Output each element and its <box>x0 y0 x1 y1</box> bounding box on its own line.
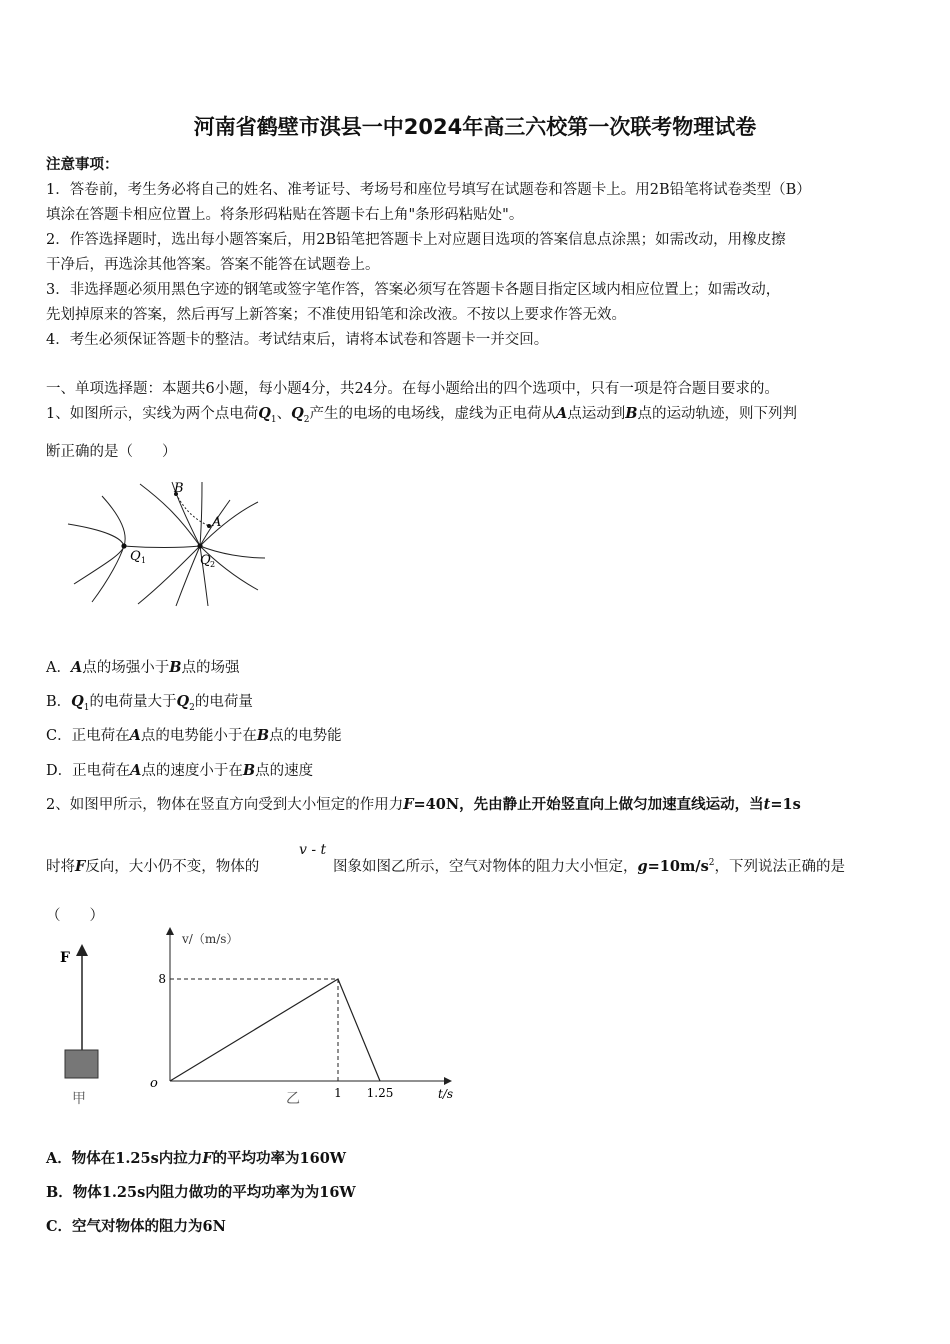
q2-text: 2、如图甲所示，物体在竖直方向受到大小恒定的作用力 <box>46 797 404 813</box>
notice-line: 先划掉原来的答案，然后再写上新答案；不准使用铅笔和涂改液。不按以上要求作答无效。 <box>46 307 626 323</box>
option-symbol: B <box>169 659 182 676</box>
origin-label: o <box>150 1076 158 1091</box>
q2-symbol: F <box>75 858 86 875</box>
option-prefix: C．正电荷在 <box>46 728 130 744</box>
label-q1: Q <box>130 549 141 564</box>
q2-text: 反向，大小仍不变，物体的 <box>85 859 260 875</box>
series-line <box>170 979 380 1081</box>
block <box>65 1050 98 1078</box>
q1-point: A <box>555 405 568 422</box>
q1-point: B <box>625 405 638 422</box>
q2-superscript: 2 <box>708 858 715 869</box>
q1-option-c[interactable] <box>46 724 342 745</box>
q2-symbol: F <box>403 796 414 813</box>
x-tick-label: 1.25 <box>366 1086 394 1100</box>
option-prefix: B． <box>46 694 72 710</box>
field-line <box>68 524 124 584</box>
q2-symbol: g <box>637 858 648 875</box>
y-axis-label: v/（m/s） <box>182 932 239 946</box>
q1-charge-symbol: Q <box>258 405 271 422</box>
q2-figure-jia <box>50 940 120 1110</box>
field-line <box>92 496 125 602</box>
option-symbol: A <box>70 659 83 676</box>
notice-line: 2．作答选择题时，选出每小题答案后，用2B铅笔把答题卡上对应题目选项的答案信息点涂黑；如需改动，用橡皮擦 <box>46 232 786 248</box>
q2-option-c[interactable]: C．空气对物体的阻力为6N <box>46 1218 226 1235</box>
option-symbol: B <box>256 727 270 744</box>
option-text: 点的场强小于 <box>82 660 170 676</box>
option-symbol: Q <box>71 693 84 710</box>
option-text: A．物体在1.25s内拉力 <box>46 1150 203 1167</box>
q1-charge-dot <box>121 543 126 548</box>
label-q2-sub: 2 <box>210 560 216 569</box>
field-line <box>200 502 258 546</box>
q1-stem-line2: 断正确的是（ ） <box>46 444 177 460</box>
q1-option-a[interactable] <box>46 656 240 677</box>
notice-line: 1．答卷前，考生务必将自己的姓名、准考证号、考场号和座位号填写在试题卷和答题卡上。用2B铅笔将试卷类型（B） <box>46 182 811 198</box>
q1-charge-subscript: 1 <box>270 414 277 425</box>
q1-text: 点的运动轨迹，则下列判 <box>637 406 798 422</box>
notice-line: 干净后，再选涂其他答案。答案不能答在试题卷上。 <box>46 257 380 273</box>
point-a-dot <box>207 524 211 528</box>
q2-stem-line2-right <box>333 855 845 876</box>
q2-text: =1s <box>770 796 801 813</box>
q2-text: =40N，先由静止开始竖直向上做匀加速直线运动，当 <box>413 796 764 813</box>
q1-text: 1、如图所示，实线为两个点电荷 <box>46 406 259 422</box>
notice-line: 填涂在答题卡相应位置上。将条形码粘贴在答题卡右上角"条形码粘贴处"。 <box>46 207 524 223</box>
q2-vt-graph <box>140 925 470 1115</box>
q2-text: ，下列说法正确的是 <box>714 859 846 875</box>
fig-caption: 甲 <box>72 1091 86 1107</box>
q1-sep: 、 <box>276 406 292 422</box>
q1-text: 点运动到 <box>567 406 626 422</box>
label-q2: Q <box>200 553 211 568</box>
q1-field-figure <box>60 478 280 608</box>
option-symbol: F <box>202 1150 213 1167</box>
q2-text: =10m/s <box>647 858 709 875</box>
option-text: 点的电势能 <box>269 728 342 744</box>
q2-charge-dot <box>197 543 202 548</box>
field-line <box>124 546 200 548</box>
option-text: 的平均功率为160W <box>212 1150 347 1167</box>
q2-stem-line2-left <box>46 855 259 876</box>
option-prefix: A． <box>46 660 71 676</box>
field-line <box>138 546 200 604</box>
option-prefix: D．正电荷在 <box>46 763 131 779</box>
option-text: 点的电势能小于在 <box>140 728 257 744</box>
y-tick-label: 8 <box>158 972 166 986</box>
q1-text: 产生的电场的电场线，虚线为正电荷从 <box>309 406 556 422</box>
q2-option-a[interactable] <box>46 1147 346 1168</box>
option-subscript: 2 <box>189 702 195 713</box>
q2-vt-symbol: v - t <box>299 842 327 858</box>
q1-option-d[interactable] <box>46 759 313 780</box>
label-a: A <box>212 515 222 530</box>
field-line <box>140 484 200 546</box>
fig-caption: 乙 <box>286 1091 300 1107</box>
notice-heading: 注意事项： <box>46 156 119 173</box>
q2-symbol: t <box>763 796 771 813</box>
option-symbol: A <box>130 762 142 779</box>
x-axis-label: t/s <box>438 1087 454 1101</box>
field-line <box>200 482 202 546</box>
option-subscript: 1 <box>83 702 90 713</box>
force-label: F <box>60 950 70 966</box>
option-text: 点的速度 <box>255 763 314 779</box>
option-text: 点的场强 <box>181 660 240 676</box>
option-symbol: Q <box>176 693 190 710</box>
q1-stem-line1 <box>46 402 797 425</box>
label-q1-sub: 1 <box>141 556 147 565</box>
option-symbol: B <box>242 762 256 779</box>
field-line <box>176 546 200 606</box>
q1-charge-symbol: Q <box>291 405 304 422</box>
q1-option-b[interactable] <box>46 690 253 713</box>
option-text: 的电荷量 <box>194 694 253 710</box>
section-heading: 一、单项选择题：本题共6小题，每小题4分，共24分。在每小题给出的四个选项中，只有一项是符合题目要求的。 <box>46 381 779 397</box>
option-symbol: A <box>129 727 141 744</box>
q2-stem-line3: （ ） <box>46 908 104 924</box>
q1-charge-subscript: 2 <box>303 414 310 425</box>
q2-option-b[interactable]: B．物体1.25s内阻力做功的平均功率为为16W <box>46 1184 356 1201</box>
q2-stem-line1 <box>46 793 801 814</box>
q2-text: 时将 <box>46 859 75 875</box>
notice-line: 4．考生必须保证答题卡的整洁。考试结束后，请将本试卷和答题卡一并交回。 <box>46 332 549 348</box>
label-b: B <box>174 481 184 496</box>
option-text: 的电荷量大于 <box>89 694 177 710</box>
option-text: 点的速度小于在 <box>141 763 243 779</box>
x-tick-label: 1 <box>334 1086 342 1100</box>
notice-line: 3．非选择题必须用黑色字迹的钢笔或签字笔作答，答案必须写在答题卡各题目指定区域内相应位置上；如需改动， <box>46 282 781 298</box>
page-title: 河南省鹤壁市淇县一中2024年高三六校第一次联考物理试卷 <box>193 115 757 139</box>
q2-text: 图象如图乙所示，空气对物体的阻力大小恒定， <box>333 859 638 875</box>
